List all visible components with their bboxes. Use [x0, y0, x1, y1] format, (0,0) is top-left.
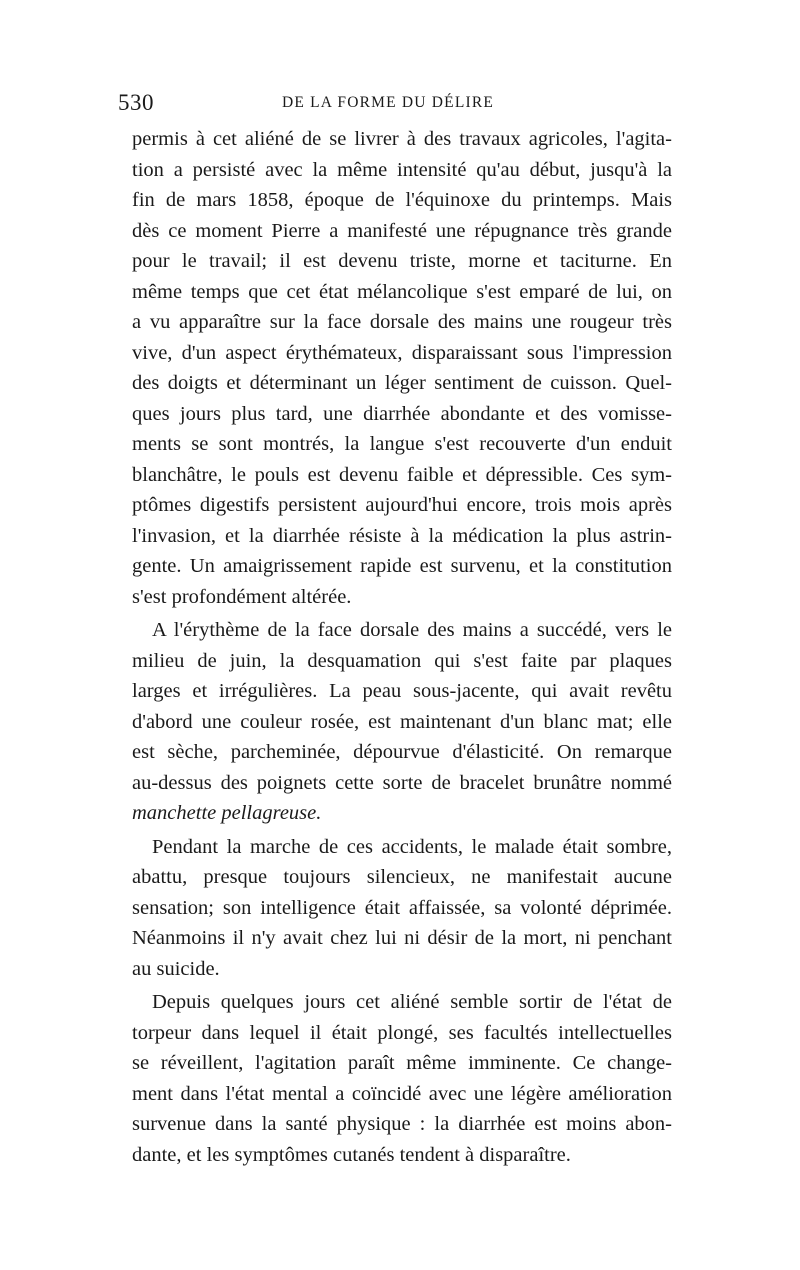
paragraph: [132, 124, 672, 612]
body-text: [132, 124, 672, 1170]
text-line: abattu, presque toujours silencieux, ne manifestait aucune: [132, 866, 672, 888]
text-line: l'invasion, et la diarrhée résiste à la médication la plus astrin-: [132, 524, 672, 547]
text-line: dès ce moment Pierre a manifesté une répugnance très grande: [132, 219, 672, 242]
page-header: [118, 90, 678, 120]
text-line: Pendant la marche de ces accidents, le malade était sombre,: [152, 835, 672, 858]
text-line: permis à cet aliéné de se livrer à des travaux agricoles, l'agita-: [132, 128, 672, 150]
text-line: au-dessus des poignets cette sorte de bracelet brunâtre nommé: [132, 771, 672, 794]
text-line: même temps que cet état mélancolique s'est emparé de lui, on: [132, 280, 672, 303]
text-line: des doigts et déterminant un léger sentiment de cuisson. Quel-: [132, 372, 672, 394]
text-line: d'abord une couleur rosée, est maintenant d'un blanc mat; elle: [132, 710, 672, 733]
text-line: milieu de juin, la desquamation qui s'est faite par plaques: [132, 649, 672, 672]
page-number: 530: [118, 90, 154, 115]
text-line: a vu apparaître sur la face dorsale des mains une rougeur très: [132, 311, 672, 333]
text-line: ments se sont montrés, la langue s'est recouverte d'un enduit: [132, 433, 672, 455]
paragraph: [132, 615, 672, 829]
text-line: survenue dans la santé physique : la diarrhée est moins abon-: [132, 1113, 672, 1135]
text-line: ques jours plus tard, une diarrhée abondante et des vomisse-: [132, 402, 672, 425]
text-line: A l'érythème de la face dorsale des mains a succédé, vers le: [152, 619, 672, 641]
text-line: larges et irrégulières. La peau sous-jacente, qui avait revêtu: [132, 680, 672, 702]
text-line: se réveillent, l'agitation paraît même imminente. Ce change-: [132, 1052, 672, 1074]
text-line: au suicide.: [132, 957, 220, 980]
text-line: Néanmoins il n'y avait chez lui ni désir de la mort, ni penchant: [132, 927, 672, 949]
text-line: s'est profondément altérée.: [132, 585, 352, 608]
paragraph: [132, 832, 672, 985]
text-line: gente. Un amaigrissement rapide est survenu, et la constitution: [132, 555, 672, 577]
text-line: fin de mars 1858, époque de l'équinoxe du printemps. Mais: [132, 189, 672, 211]
text-line: sensation; son intelligence était affaissée, sa volonté déprimée.: [132, 896, 672, 919]
text-line: tion a persisté avec la même intensité qu'au début, jusqu'à la: [132, 158, 672, 181]
paragraph: [132, 987, 672, 1170]
text-line: ment dans l'état mental a coïncidé avec une légère amélioration: [132, 1082, 672, 1105]
text-line: pour le travail; il est devenu triste, morne et taciturne. En: [132, 250, 672, 272]
text-line: torpeur dans lequel il était plongé, ses facultés intellectuelles: [132, 1021, 672, 1044]
text-line: manchette pellagreuse.: [132, 802, 322, 824]
text-line: est sèche, parcheminée, dépourvue d'élasticité. On remarque: [132, 741, 672, 763]
text-line: vive, d'un aspect érythémateux, disparaissant sous l'impression: [132, 341, 672, 364]
text-line: blanchâtre, le pouls est devenu faible et dépressible. Ces sym-: [132, 463, 672, 486]
running-head: DE LA FORME DU DÉLIRE: [282, 94, 495, 111]
text-line: Depuis quelques jours cet aliéné semble sortir de l'état de: [152, 991, 672, 1013]
text-line: dante, et les symptômes cutanés tendent à disparaître.: [132, 1143, 571, 1166]
text-line: ptômes digestifs persistent aujourd'hui encore, trois mois après: [132, 494, 672, 516]
